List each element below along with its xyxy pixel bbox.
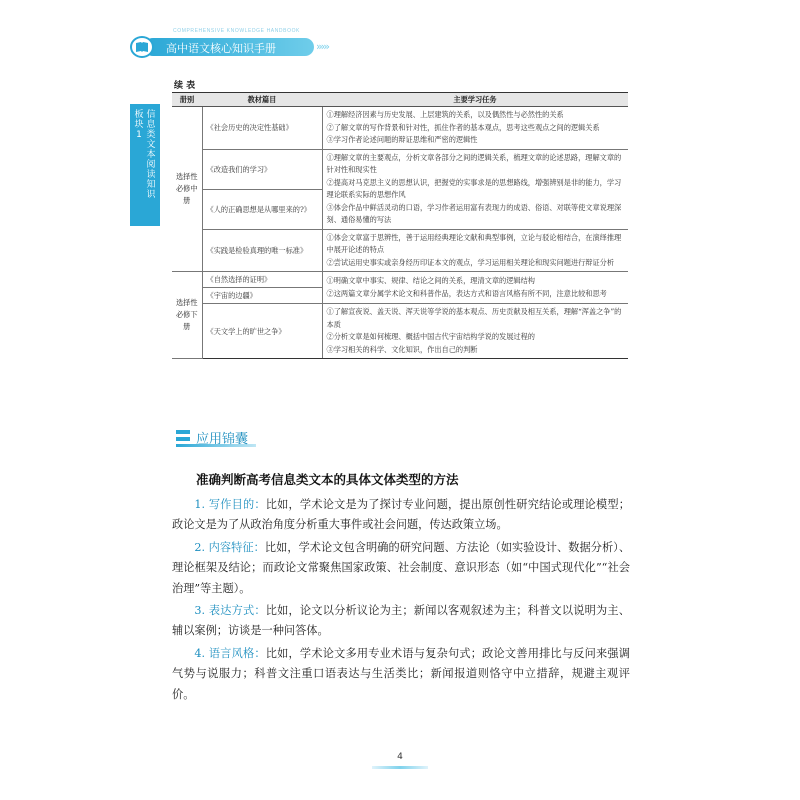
side-tab-char: 块 [134,120,144,130]
side-tab-char: 知 [146,180,156,190]
method-label: 4. 语言风格： [194,646,266,660]
table-row [172,304,628,359]
table-continued-label: 续 表 [174,81,196,91]
side-tab-module-label [134,110,144,140]
side-tab-char: 1 [136,130,142,140]
method-paragraphs [172,495,630,707]
page-number-decor [372,766,428,769]
table-row [172,272,628,288]
table-row [172,149,628,189]
side-tab-char: 阅 [146,160,156,170]
article-cell: 《改造我们的学习》 [202,149,322,189]
section-side-tab [130,104,160,226]
task-cell: ①体会文章富于思辨性，善于运用经典理论文献和典型事例，立论与驳论相结合，在演绎推理中展开论述的特点 ②尝试运用史事实或亲身经历印证本文的观点，学习运用相关理论和现实问题进行辩证分析 [322,229,628,272]
article-cell: 《自然选择的证明》 [202,272,322,288]
method-text: 比如，学术论文是为了探讨专业问题，提出原创性研究结论或理论模型；政论文是为了从政治角度分析重大事件或社会问题，传达政策立场。 [172,498,630,532]
task-cell: ①了解宣夜说、盖天说、浑天说等学说的基本观点、历史贡献及相互关系，理解“浑盖之争”的本质 ②分析文章是如何梳理、概括中国古代宇宙结构学说的发展过程的 ③学习相关的科学、文化知识，作出自己的判断 [322,304,628,359]
header-tasks: 主要学习任务 [322,93,628,107]
side-tab-topic-label [146,110,156,200]
article-cell: 《社会历史的决定性基础》 [202,107,322,150]
method-text: 比如，学术论文多用专业术语与复杂句式；政论文善用排比与反问来强调气势与说服力；科普文注重口语表达与生活类比；新闻报道则恪守中立措辞，规避主观评价。 [172,646,630,701]
method-item [172,601,630,642]
task-cell: ①明确文章中事实、规律、结论之间的关系，理清文章的逻辑结构 ②这两篇文章分属学术论文和科普作品，表达方式和语言风格有所不同，注意比较和思考 [322,272,628,304]
task-cell: ①理解文章的主要观点，分析文章各部分之间的逻辑关系，梳理文章的论述思路，理解文章的针对性和现实性 ②提高对马克思主义的思想认识，把握党的实事求是的思想路线，增强辨别是非的能力，学习理论联系实际的思想作风 ③体会作品中鲜活灵动的口语，学习作者运用富有表现力的成语、俗语、对联等使文章说理深刻、通俗易懂的写法 [322,149,628,229]
method-text: 比如，学术论文包含明确的研究问题、方法论（如实验设计、数据分析）、理论框架及结论；而政论文常聚焦国家政策、社会制度、意识形态（如“中国式现代化”“社会治理”等主题）。 [172,540,631,595]
heading-decor-icon [176,437,190,441]
method-label: 1. 写作目的： [194,498,266,511]
side-tab-char: 本 [146,150,156,160]
section-heading-text: 应用锦囊 [196,432,249,447]
method-text: 比如，论文以分析议论为主；新闻以客观叙述为主；科普文以说明为主、辅以案例；访谈是一种问答体。 [172,604,630,638]
curriculum-table [172,92,628,359]
page-header [130,28,650,68]
article-cell: 《实践是检验真理的唯一标准》 [202,229,322,272]
side-tab-char: 读 [146,170,156,180]
side-tab-char: 板 [134,110,144,120]
table-header-row [172,93,628,107]
heading-decor-icon [176,430,190,434]
article-cell: 《宇宙的边疆》 [202,288,322,304]
book-icon [130,36,154,58]
book-cell: 选择性必修下册 [172,272,202,359]
side-tab-char: 类 [146,130,156,140]
article-cell: 《天文学上的旷世之争》 [202,304,322,359]
table-row [172,107,628,150]
side-tab-char: 息 [146,120,156,130]
section-heading [176,426,296,450]
header-title: 高中语文核心知识手册 [166,42,276,55]
chevron-arrows-icon: ››››› [316,40,328,53]
method-label: 2. 内容特征： [194,540,265,554]
side-tab-char: 信 [146,110,156,120]
task-cell: ①理解经济因素与历史发展、上层建筑的关系，以及偶然性与必然性的关系 ②了解文章的写作背景和针对性，抓住作者的基本观点，思考这些观点之间的逻辑关系 ③学习作者论述问题的辩证思维和严密的逻辑性 [322,107,628,150]
method-item [172,495,630,536]
article-cell: 《人的正确思想是从哪里来的?》 [202,189,322,229]
header-subtitle: COMPREHENSIVE KNOWLEDGE HANDBOOK [173,28,300,34]
header-article: 教材篇目 [202,93,322,107]
method-item [172,538,630,599]
book-cell: 选择性必修中册 [172,107,202,272]
page-number: 4 [397,752,403,762]
header-book: 册别 [172,93,202,107]
topic-title: 准确判断高考信息类文本的具体文体类型的方法 [196,472,459,487]
side-tab-char: 文 [146,140,156,150]
table-row [172,229,628,272]
method-item [172,644,630,705]
method-label: 3. 表达方式： [194,604,266,618]
side-tab-char: 识 [146,190,156,200]
